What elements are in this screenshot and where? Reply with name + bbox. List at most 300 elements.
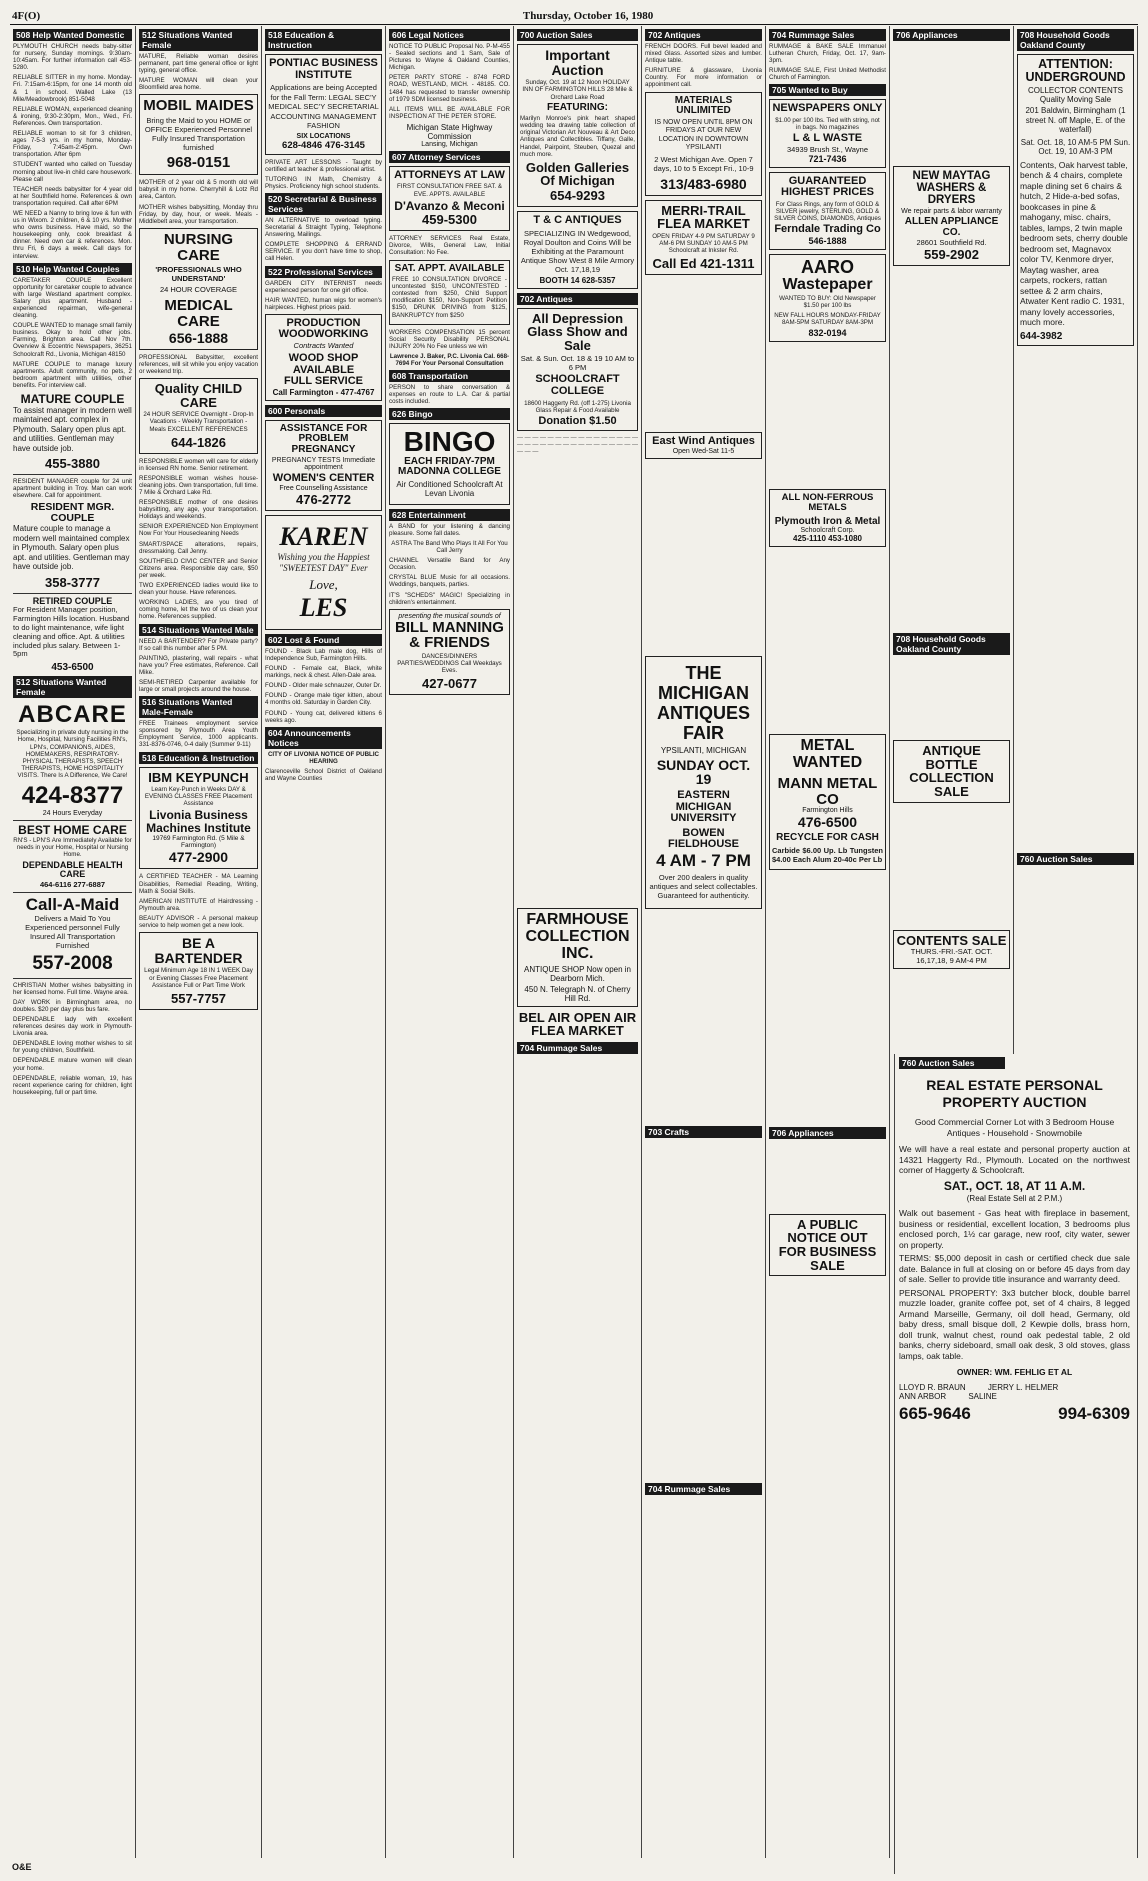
display-ad-phone: Call Ed 421-1311 bbox=[652, 256, 755, 272]
display-ad-title: IBM KEYPUNCH bbox=[148, 769, 249, 785]
section-header: 607 Attorney Services bbox=[389, 151, 510, 163]
display-ad-phone: 424-8377 bbox=[21, 782, 124, 809]
display-ad-text: Contracts Wanted bbox=[293, 341, 354, 350]
display-ad-text: SPECIALIZING IN Wedgewood, Royal Doulton and Coins Will be Exhibiting at the Paramount Antique Show West 8 Mile Armory Oct. 17,18,19 bbox=[520, 228, 635, 274]
section-header: 522 Professional Services bbox=[265, 266, 382, 278]
classified-ad: FOUND - Black Lab male dog, Hills of Independence Sub, Farmington Hills. bbox=[265, 647, 382, 662]
section-header: 708 Household Goods Oakland County bbox=[1017, 29, 1134, 51]
display-ad-text: 'PROFESSIONALS WHO UNDERSTAND' bbox=[155, 265, 242, 284]
display-ad-title: Important Auction bbox=[545, 47, 610, 78]
classified-text-block bbox=[893, 657, 1010, 737]
display-ad-title: ABCARE bbox=[18, 701, 127, 729]
display-ad-text: 24 HOUR SERVICE Overnight - Drop-In Vacations - Weekly Transportation - Meals EXCELLENT REFERENCES bbox=[143, 411, 254, 433]
display-ad-phone: 832-0194 bbox=[808, 327, 847, 338]
display-ad-text: Walk out basement - Gas heat with fireplace in basement, business or residential, excellent location, 3 bedrooms plus enclosed porch, 1½ car garage, new roof, city water, sewer on property. bbox=[899, 1208, 1130, 1250]
real-estate-auction-ad bbox=[894, 1054, 1134, 1874]
display-ad-text: Schoolcraft Corp. bbox=[800, 527, 855, 535]
display-ad-box bbox=[139, 932, 258, 1010]
classified-text-block bbox=[645, 463, 762, 653]
classified-ad: CRYSTAL BLUE Music for all occasions. Weddings, banquets, parties. bbox=[389, 574, 510, 589]
display-ad-title: Golden Galleries Of Michigan bbox=[525, 159, 630, 189]
display-ad-text: For Resident Manager position, Farmington Hills location. Husband to do light maintenance, wife light cleaning and office. Apt. & utilities included plus salary. Between 1-5pm bbox=[13, 605, 130, 659]
display-ad-phone: 476-6500 bbox=[797, 814, 858, 831]
display-ad-phone: 665-9646 bbox=[899, 1404, 971, 1424]
display-ad-title: All Depression Glass Show and Sale bbox=[527, 310, 628, 353]
section-header: 516 Situations Wanted Male-Female bbox=[139, 696, 258, 718]
display-ad-address: 450 N. Telegraph N. of Cherry Hill Rd. bbox=[524, 984, 631, 1003]
display-ad-address: 2 West Michigan Ave. Open 7 days, 10 to 5 Except Fri., 10-9 bbox=[653, 154, 754, 173]
display-ad-box bbox=[139, 228, 258, 350]
display-ad-title: KAREN bbox=[279, 521, 368, 551]
classified-ad: FOUND - Female cat, Black, white markings, neck & chest. Allen-Dale area. bbox=[265, 665, 382, 680]
section-header: 705 Wanted to Buy bbox=[769, 84, 886, 96]
classified-ad: DEPENDABLE mature women will clean your home. bbox=[13, 1057, 132, 1072]
display-ad-text: We repair parts & labor warranty bbox=[901, 208, 1002, 216]
display-ad-title: A PUBLIC NOTICE OUT FOR BUSINESS SALE bbox=[778, 1216, 877, 1273]
display-ad-note: 24 Hours Everyday bbox=[42, 810, 103, 817]
display-ad-phone: BOOTH 14 628-5357 bbox=[539, 275, 616, 285]
classified-ad: PRIVATE ART LESSONS - Taught by certified art teacher & professional artist. bbox=[265, 158, 382, 173]
column-1 bbox=[10, 26, 136, 1858]
display-ad-text: Free Counselling Assistance bbox=[279, 484, 368, 492]
display-ad-box bbox=[389, 423, 510, 504]
classified-ad: STUDENT wanted who called on Tuesday morning about live-in child care housework. Please call bbox=[13, 161, 132, 183]
classified-ad: DEPENDABLE, reliable woman, 19, has recent experience caring for children, light housekeeping, full or part time. bbox=[13, 1074, 132, 1096]
display-ad-text: Good Commercial Corner Lot with 3 Bedroom House Antiques - Household - Snowmobile bbox=[914, 1117, 1115, 1138]
section-header: 704 Rummage Sales bbox=[645, 1483, 762, 1495]
classified-ad: IT'S "SCHEDS" MAGIC! Specializing in children's entertainment. bbox=[389, 591, 510, 606]
notice-location: Lansing, Michigan bbox=[421, 140, 478, 148]
display-ad-title: L & L WASTE bbox=[792, 132, 863, 145]
display-ad-text: Contents, Oak harvest table, bench & 4 chairs, complete maple dining set 6 chairs & hutch, 2 Hide-a-bed sofas, bookcases in pine & mahogany, misc. chairs, tables, lamps, 2 twin maple bedroom sets, cherry double bedroom set, Magnavox color TV, Kenmore dryer, Maytag washer, area carpets, rockers, rattan settee & 2 arm chairs, Atwater Kent radio C. 1931, many lovely accessories, much more. bbox=[1020, 159, 1128, 328]
display-ad-text: Marilyn Monroe's pink heart shaped wedding tea drawing table collection of original Victorian Art Nouveau & Art Deco Antiques and Collectibles. Tiffany, Galle, Handel, Pairpoint, Steuben, Quezal and much more. bbox=[520, 115, 635, 158]
classified-ad: SOUTHFIELD CIVIC CENTER and Senior Citizens area. Responsible day care, $50 per week. bbox=[139, 557, 258, 579]
classified-ad: Clarenceville School District of Oakland and Wayne Counties bbox=[265, 767, 382, 782]
display-ad-box bbox=[517, 44, 638, 207]
display-ad-title: REAL ESTATE PERSONAL PROPERTY AUCTION bbox=[926, 1077, 1103, 1110]
classified-ad: TWO EXPERIENCED ladies would like to clean your house. Have references. bbox=[139, 582, 258, 597]
display-ad-title: FULL SERVICE bbox=[283, 375, 364, 388]
display-ad-box bbox=[265, 515, 382, 630]
display-ad-title: ASSISTANCE FOR PROBLEM PREGNANCY bbox=[279, 422, 368, 455]
classified-ad: AN ALTERNATIVE to overload typing. Secretarial & Straight Typing, Telephone Answering, Mailings. bbox=[265, 216, 382, 239]
display-ad-title: DEPENDABLE HEALTH CARE bbox=[22, 859, 123, 880]
classified-ad: CHANNEL Versatile Band for Any Occasion. bbox=[389, 557, 510, 572]
display-ad-title: PRODUCTION WOODWORKING bbox=[278, 316, 369, 341]
display-ad-box bbox=[265, 420, 382, 511]
display-ad-box bbox=[389, 166, 510, 231]
display-ad-box bbox=[769, 1214, 886, 1277]
classified-ad: A BAND for your listening & dancing pleasure. Some fall dates. bbox=[389, 522, 510, 537]
display-ad-box bbox=[139, 378, 258, 454]
classified-ad: PETER PARTY STORE - 8748 FORD ROAD, WESTLAND, MICH. - 48185. CO. 1484 has requested to transfer ownership of 1979 SDM licensed business. bbox=[389, 74, 510, 103]
display-ad-auctioneer-location: ANN ARBOR SALINE bbox=[899, 1392, 997, 1402]
section-header: 760 Auction Sales bbox=[899, 1057, 1005, 1069]
display-ad-date: THURS.-FRI.-SAT. OCT. 16,17,18, 9 AM-4 PM bbox=[910, 947, 993, 966]
classified-text-block bbox=[645, 1140, 762, 1480]
display-ad-title: FARMHOUSE COLLECTION INC. bbox=[525, 911, 630, 962]
display-ad-address: 201 Baldwin, Birmingham (1 street N. off Maple, E. of the waterfall) bbox=[1025, 106, 1126, 135]
classified-ad: FOUND - Older male schnauzer, Outer Dr. bbox=[265, 682, 382, 690]
classified-ad: RUMMAGE SALE, First United Methodist Church of Farmington. bbox=[769, 67, 886, 82]
display-ad-title: PONTIAC BUSINESS INSTITUTE bbox=[269, 57, 378, 81]
display-ad-phone: 427-0677 bbox=[422, 676, 477, 692]
classified-ad: Lawrence J. Baker, P.C. Livonia Cal. 668-7694 For Your Personal Consultation bbox=[389, 352, 510, 367]
display-ad-text: Over 200 dealers in quality antiques and select collectables. Guaranteed for authenticity. bbox=[649, 872, 758, 900]
classified-ad: ALL ITEMS WILL BE AVAILABLE FOR INSPECTION AT THE PETER STORE. bbox=[389, 105, 510, 120]
classified-ad: RELIABLE woman to sit for 3 children, ages 7-5-3 yrs. in my home, Monday-Friday, 7:45am-2:45pm. Own transportation. After 6pm bbox=[13, 130, 132, 159]
section-header: 520 Secretarial & Business Services bbox=[265, 193, 382, 215]
section-header: 606 Legal Notices bbox=[389, 29, 510, 41]
display-ad-title: MANN METAL CO bbox=[777, 774, 878, 808]
classified-ad: MOTHER of 2 year old & 5 month old will babysit in my home. Cherryhill & Lotz Rd area, Canton. bbox=[139, 179, 258, 201]
classified-ad: PROFESSIONAL Babysitter, excellent references, will sit while you enjoy vacation or weekend trip. bbox=[139, 353, 258, 375]
column-7 bbox=[766, 26, 890, 1858]
display-ad-box bbox=[645, 92, 762, 196]
display-ad-title: BILL MANNING & FRIENDS bbox=[395, 618, 504, 652]
display-ad-phone: 459-5300 bbox=[422, 212, 477, 228]
classified-ad: PAINTING, plastering, wall repairs - what have you? Free estimates, Reference. Call Mike. bbox=[139, 654, 258, 676]
section-header: 702 Antiques bbox=[517, 293, 638, 305]
display-ad-text: Farmington Hills bbox=[802, 807, 853, 815]
page-number: 4F(O) bbox=[12, 10, 41, 22]
display-ad-text: Legal Minimum Age 18 IN 1 WEEK Day or Evening Classes Free Placement Assistance Full or Part Time Work bbox=[144, 967, 253, 989]
classified-ad: RESPONSIBLE woman wishes house-cleaning jobs. Own transportation, full time. 7 Mile & Orchard Lake Rd. bbox=[139, 474, 258, 496]
section-header: 760 Auction Sales bbox=[1017, 853, 1134, 865]
classified-text-block bbox=[769, 551, 886, 731]
display-ad-title: SAT. APPT. AVAILABLE bbox=[394, 262, 505, 274]
section-header: 508 Help Wanted Domestic bbox=[13, 29, 132, 41]
classified-text-block: — — — — — — — — — — — — — — — — — — — — — — — — — — — — — — — — — — — bbox=[517, 435, 639, 456]
column-4 bbox=[386, 26, 514, 1858]
classified-ad: FREE Trainees employment service sponsored by Plymouth Area Youth Employment Service, 1000 applicants. 331-8376-0746, 0-4 daily (Summer 9-11) bbox=[139, 720, 258, 749]
display-ad-title: WOOD SHOP AVAILABLE bbox=[288, 352, 359, 376]
display-ad-title: Ferndale Trading Co bbox=[774, 223, 881, 236]
display-ad-title: BEST HOME CARE bbox=[18, 823, 127, 837]
display-ad-box bbox=[265, 314, 382, 401]
classified-ad: HAIR WANTED, human wigs for women's hairpieces. Highest prices paid. bbox=[265, 296, 382, 311]
display-ad-text: RN'S - LPN'S Are Immediately Available for needs in your Home, Hospital or Nursing Home. bbox=[13, 836, 132, 858]
classified-ad: RESPONSIBLE women will care for elderly in licensed RN home. Senior retirement. bbox=[139, 457, 258, 472]
display-ad-title: NEW MAYTAG WASHERS & DRYERS bbox=[912, 170, 991, 207]
display-ad-title: Quality CHILD CARE bbox=[154, 381, 243, 410]
section-header: 512 Situations Wanted Female bbox=[13, 676, 132, 698]
classified-ad: FRENCH DOORS. Full bevel leaded and mixed Glass. Assorted sizes and lumber. Antique table. bbox=[645, 43, 762, 65]
classified-ad: GARDEN CITY INTERNIST needs experienced person for one girl office. bbox=[265, 279, 382, 294]
classified-text-block bbox=[769, 346, 886, 486]
display-ad-phone: 358-3777 bbox=[45, 574, 100, 590]
section-header: 626 Bingo bbox=[389, 408, 510, 420]
display-ad-text: Delivers a Maid To You Experienced personnel Fully Insured All Transportation Furnished bbox=[25, 913, 120, 950]
display-ad-title: ALL NON-FERROUS METALS bbox=[781, 491, 874, 513]
display-ad-box bbox=[517, 211, 638, 289]
section-header: 600 Personals bbox=[265, 405, 382, 417]
display-ad-text: ANTIQUE SHOP Now open in Dearborn Mich. bbox=[523, 964, 631, 983]
classified-text-block bbox=[769, 1141, 886, 1211]
classified-ad: FOUND - Young cat, delivered kittens 6 weeks ago. bbox=[265, 709, 382, 724]
classified-ad: A CERTIFIED TEACHER - MA Learning Disabilities, Remedial Reading, Writing, Math & Social Skills. bbox=[139, 873, 258, 895]
classified-ad: AMERICAN INSTITUTE of Hairdressing - Plymouth area. bbox=[139, 897, 258, 912]
display-ad-box bbox=[389, 260, 510, 325]
display-ad-title: AARO bbox=[801, 256, 854, 277]
classified-ad: ASTRA The Band Who Plays It All For You Call Jerry bbox=[391, 539, 508, 555]
display-ad-address: 28601 Southfield Rd. bbox=[916, 238, 987, 248]
display-ad-text: Specializing in private duty nursing in the Home, Hospital, Nursing Facilities RN's, LPN's, COMPANIONS, AIDES, HOMEMAKERS, RESPIRATORY-PHYSICAL THERAPISTS, SPEECH THERAPISTS, HOME HOSPITALITY VISITS. There Is A Difference, We Care! bbox=[16, 729, 129, 779]
display-ad-text: presenting the musical sounds of bbox=[398, 612, 501, 620]
classified-ad: DEPENDABLE loving mother wishes to sit for young children, Southfield. bbox=[13, 1040, 132, 1055]
classified-ad: FOUND - Orange male tiger kitten, about 4 months old. Saturday in Garden City. bbox=[265, 692, 382, 707]
section-header: 704 Rummage Sales bbox=[769, 29, 886, 41]
display-ad-text: NEW FALL HOURS MONDAY-FRIDAY 8AM-5PM SATURDAY 8AM-3PM bbox=[774, 311, 881, 326]
masthead bbox=[10, 6, 1138, 25]
column-6 bbox=[642, 26, 766, 1858]
display-ad-box bbox=[893, 166, 1010, 266]
classified-ad: CARETAKER COUPLE Excellent opportunity for caretaker couple to advance with large Westland apartment complex. Salary plus apartment. Husband - experienced repairman, wife-general cleaning. bbox=[13, 276, 133, 320]
column-2 bbox=[136, 26, 262, 1858]
classified-ad: RESPONSIBLE mother of one desires babysitting, any age, your transportation. Holidays and weekends. bbox=[139, 499, 258, 521]
section-header: 704 Rummage Sales bbox=[517, 1042, 638, 1054]
classified-ad: MATURE COUPLE to manage luxury apartments. Adult community, no pets, 2 bedroom apartment with utilities, other benefits. For interview call. bbox=[13, 360, 132, 389]
display-ad-box bbox=[645, 200, 762, 276]
classified-ad: SEMI-RETIRED Carpenter available for large or small projects around the house. bbox=[139, 678, 258, 694]
section-header: 700 Auction Sales bbox=[517, 29, 638, 41]
classified-ad: RESIDENT MANAGER couple for 24 unit apartment building in Troy. Man can work elsewhere. Call for appointment. bbox=[13, 478, 132, 500]
display-ad-text: YPSILANTI, MICHIGAN bbox=[660, 745, 747, 755]
display-ad-text: COLLECTOR CONTENTS Quality Moving Sale bbox=[1028, 86, 1123, 105]
classified-text-block bbox=[645, 913, 762, 1123]
classified-ad: SENIOR EXPERIENCED Non Employment Now For Your Housecleaning Needs bbox=[139, 523, 258, 538]
display-ad-title: WOMEN'S CENTER bbox=[272, 472, 375, 485]
display-ad-title: RETIRED COUPLE bbox=[32, 595, 113, 606]
classified-ad: RUMMAGE & BAKE SALE Immanuel Lutheran Church, Friday, Oct. 17, 9am-3pm. bbox=[769, 43, 886, 65]
display-ad-text: EACH FRIDAY-7PM MADONNA COLLEGE bbox=[398, 455, 501, 478]
display-ad-box bbox=[769, 172, 886, 250]
display-ad-owner: OWNER: WM. FEHLIG ET AL bbox=[956, 1367, 1073, 1378]
display-ad-note: 24 HOUR COVERAGE bbox=[159, 285, 238, 295]
display-ad-text: Learn Key-Punch in Weeks DAY & EVENING CLASSES FREE Placement Assistance bbox=[144, 786, 253, 808]
display-ad-text: PERSONAL PROPERTY: 3x3 butcher block, double barrel muzzle loader, granite coffee pot, set of 4 chairs, 8 legged Armand Marseille, Germany, oil doll head, Germany, old baby dress, small bisque doll, 2 Kewpie dolls, brass horn, doll trunk, walnut chest, round oak pedestal table, 2 old banks, cherry sideboard, small oak desk, 3 old stoves, glass lamps, oak table. bbox=[899, 1287, 1130, 1361]
display-ad-time: 4 AM - 7 PM bbox=[656, 850, 751, 870]
display-ad-title: Call-A-Maid bbox=[25, 894, 120, 914]
display-ad-text: PREGNANCY TESTS Immediate appointment bbox=[271, 457, 376, 472]
display-ad-text: 18600 Haggerty Rd. (off 1-275) Livonia Glass Repair & Food Available bbox=[524, 399, 631, 414]
display-ad-phone: 313/483-6980 bbox=[660, 175, 747, 192]
display-ad-title: NEWSPAPERS ONLY bbox=[772, 102, 883, 115]
display-ad-box bbox=[645, 656, 762, 909]
display-ad-phone: 455-3880 bbox=[45, 456, 100, 472]
section-header: 518 Education & Instruction bbox=[139, 752, 258, 764]
classified-ad: FURNITURE & glassware, Livonia Country. For more information or appointment call. bbox=[645, 67, 762, 89]
display-ad-phone: 557-7757 bbox=[171, 990, 226, 1006]
classified-text-block bbox=[1017, 350, 1134, 850]
classified-text-block bbox=[769, 874, 886, 1124]
display-ad-title: D'Avanzo & Meconi bbox=[394, 198, 505, 213]
display-ad-phone: 557-2008 bbox=[32, 952, 113, 974]
display-ad-text: Love, bbox=[309, 576, 338, 592]
display-ad-box bbox=[139, 767, 258, 870]
display-ad-title: NURSING CARE bbox=[163, 230, 234, 264]
display-ad-text: Wishing you the Happiest "SWEETEST DAY" Ever bbox=[277, 551, 370, 573]
display-ad-box bbox=[769, 99, 886, 167]
display-ad-phone: 559-2902 bbox=[924, 247, 979, 263]
display-ad-title: MATURE COUPLE bbox=[20, 392, 125, 407]
notice-signature: Michigan State Highway Commission bbox=[406, 122, 493, 141]
classified-ad: NEED A BARTENDER? For Private party? If so call this number after 5 PM. bbox=[139, 637, 258, 652]
classified-ad: WORKING LADIES, are you tired of coming home, let the two of us clean your home. References supplied. bbox=[139, 599, 258, 621]
display-ad-date: SAT., OCT. 18, AT 11 A.M. bbox=[943, 1178, 1086, 1193]
display-ad-time: (Real Estate Sell at 2 P.M.) bbox=[966, 1194, 1063, 1204]
display-ad-text: DANCES/DINNERS PARTIES/WEDDINGS Call Weekdays Eves. bbox=[397, 653, 502, 675]
display-ad-title: Wastepaper bbox=[782, 275, 873, 293]
classified-ad: TEACHER needs babysitter for 4 year old at her Southfield home. References & own transportation required. Call after 6PM bbox=[13, 185, 132, 207]
display-ad-phone: 644-1826 bbox=[171, 434, 226, 450]
display-ad-address: 34939 Brush St., Wayne bbox=[786, 144, 869, 154]
display-ad-text: To assist manager in modern well maintained apt. complex in Plymouth. Salary open plus apt. and utilities. Gentleman may have outside job. bbox=[13, 405, 132, 453]
display-ad-box bbox=[645, 432, 762, 459]
section-header: 628 Entertainment bbox=[389, 509, 510, 521]
column-3 bbox=[262, 26, 386, 1858]
display-ad-title: CONTENTS SALE bbox=[896, 932, 1007, 948]
classified-ad: TUTORING IN Math, Chemistry & Physics. Proficiency high school students. bbox=[265, 175, 382, 190]
display-ad-text: TERMS: $5,000 deposit in cash or certified check due sale date. Balance in full at closing on or before 45 days from day of sale. Seller to provide title insurance and warranty deed. bbox=[899, 1253, 1130, 1285]
display-ad-text: WANTED TO BUY: Old Newspaper $1.50 per 100 lbs bbox=[779, 295, 876, 310]
section-header: 703 Crafts bbox=[645, 1126, 762, 1138]
display-ad-text: FREE 10 CONSULTATION DIVORCE - uncontested $150, UNCONTESTED - contested from $250, Child Support modification $150, Non-Support Petition $150, DRUNK DRIVING from $125, BANKRUPTCY from $250 bbox=[392, 276, 507, 319]
display-ad-text: Open Wed-Sat 11-5 bbox=[672, 447, 735, 455]
classified-ad: RELIABLE SITTER in my home. Monday-Fri. 7:15am-6:15pm, for one 14 month old & 1 in school. Walled Lake (13 Mile/Meadowbrook) 851-5048 bbox=[13, 74, 132, 103]
display-ad-title: MERRI-TRAIL FLEA MARKET bbox=[657, 202, 750, 232]
page-footer: O&E bbox=[12, 1862, 32, 1872]
column-5 bbox=[514, 26, 642, 1858]
display-ad-title: ALLEN APPLIANCE CO. bbox=[904, 216, 999, 238]
classified-text-block bbox=[893, 43, 1010, 163]
display-ad-title: RECYCLE FOR CASH bbox=[776, 832, 879, 844]
display-ad-box bbox=[517, 908, 638, 1006]
display-ad-title: ANTIQUE BOTTLE COLLECTION SALE bbox=[909, 743, 994, 800]
display-ad-text: $1.00 per 100 lbs. Tied with string, not in bags. No magazines bbox=[775, 117, 880, 132]
display-ad-box bbox=[769, 489, 886, 547]
display-ad-phone: 628-4846 476-3145 bbox=[282, 139, 365, 151]
section-header: 512 Situations Wanted Female bbox=[139, 29, 258, 51]
classified-ad: MATURE WOMAN will clean your Bloomfield area home. bbox=[139, 77, 258, 92]
display-ad-date: SUNDAY OCT. 19 bbox=[656, 756, 751, 788]
section-header: 706 Appliances bbox=[769, 1127, 886, 1139]
display-ad-title: GUARANTEED HIGHEST PRICES bbox=[781, 174, 874, 199]
display-ad-note: SIX LOCATIONS bbox=[296, 132, 351, 140]
classified-ad: CITY OF LIVONIA NOTICE OF PUBLIC HEARING bbox=[267, 750, 380, 765]
display-ad-title: RESIDENT MGR. COUPLE bbox=[30, 501, 115, 525]
classified-ad: COMPLETE SHOPPING & ERRAND SERVICE. If you don't have time to shop, call Helen. bbox=[265, 241, 382, 263]
section-header: 702 Antiques bbox=[645, 29, 762, 41]
display-ad-title: Plymouth Iron & Metal bbox=[774, 515, 881, 527]
display-ad-phone: 546-1888 bbox=[808, 235, 847, 246]
display-ad-text: Applications are being Accepted for the Fall Term: LEGAL SEC'Y MEDICAL SEC'Y SECRETARIAL ACCOUNTING MANAGEMENT FASHION bbox=[268, 83, 379, 131]
display-ad-phone: 968-0151 bbox=[166, 154, 231, 172]
display-ad-phone: Call Farmington - 477-4767 bbox=[272, 387, 375, 397]
classified-ad: DEPENDABLE lady with excellent references desires day work in Plymouth-Livonia area. bbox=[13, 1015, 132, 1038]
display-ad-text: OPEN FRIDAY 4-9 PM SATURDAY 9 AM-6 PM SUNDAY 10 AM-5 PM Schoolcraft at Inkster Rd. bbox=[652, 232, 755, 255]
classified-ad: COUPLE WANTED to manage small family business. Okay to hold other jobs. Farming, Brighton area. Call Nov 7th. Overview & Eccentric Newspapers, 36251 Schoolcraft Rd., Livonia, Michigan 48150 bbox=[13, 322, 132, 358]
section-header: 608 Transportation bbox=[389, 370, 510, 382]
display-ad-title: SCHOOLCRAFT COLLEGE bbox=[535, 373, 620, 398]
display-ad-title: East Wind Antiques bbox=[652, 435, 755, 448]
display-ad-title: MATERIALS UNLIMITED bbox=[674, 94, 733, 117]
display-ad-text: FIRST CONSULTATION FREE SAT. & EVE. APPTS. AVAILABLE bbox=[397, 183, 502, 198]
display-ad-title: BE A BARTENDER bbox=[154, 935, 243, 966]
display-ad-title: BINGO bbox=[403, 426, 496, 458]
display-ad-phone: 721-7436 bbox=[808, 153, 847, 164]
display-ad-title: METAL WANTED bbox=[792, 737, 863, 771]
section-header: 602 Lost & Found bbox=[265, 634, 382, 646]
display-ad-phone: 477-2900 bbox=[168, 849, 229, 866]
display-ad-text: Sat. & Sun. Oct. 18 & 19 10 AM to 6 PM bbox=[520, 354, 635, 373]
display-ad-box bbox=[893, 930, 1010, 970]
display-ad-text: For Class Rings, any form of GOLD & SILVER jewelry, STERLING, GOLD & SILVER COINS, DIAMONDS, Antiques bbox=[774, 200, 881, 223]
section-header: 708 Household Goods Oakland County bbox=[893, 633, 1010, 655]
classified-ad: DAY WORK in Birmingham area, no doubles. $20 per day plus bus fare. bbox=[13, 998, 132, 1013]
newspaper-page bbox=[10, 6, 1138, 1872]
display-ad-title: Livonia Business Machines Institute bbox=[146, 808, 251, 836]
classified-ad: MATURE, Reliable woman desires permanent, part time general office or light typing, general office. bbox=[139, 53, 258, 75]
classified-ad: MOTHER wishes babysitting, Monday thru Friday, by day, hour, or week. Meals - Middlebelt area, your transportation. bbox=[139, 203, 258, 225]
classified-ad: CHRISTIAN Mother wishes babysitting in her licensed home. Full time. Wayne area. bbox=[13, 981, 132, 996]
display-ad-text: Sunday, Oct. 19 at 12 Noon HOLIDAY INN OF FARMINGTON HILLS 28 Mile & Orchard Lake Road bbox=[522, 79, 633, 101]
display-ad-box bbox=[1017, 54, 1134, 346]
display-ad-box bbox=[265, 54, 382, 155]
display-ad-title: LES bbox=[299, 592, 348, 622]
section-header: 518 Education & Instruction bbox=[265, 29, 382, 51]
display-ad-text: We will have a real estate and personal property auction at 14321 Haggerty Rd., Plymouth. Located on the northwest corner of Haggerty & Schoolcraft. bbox=[899, 1144, 1130, 1175]
section-header: 706 Appliances bbox=[893, 29, 1010, 41]
classified-ad: ATTORNEY SERVICES Real Estate, Divorce, Wills, General Law, Initial Consultation: No Fee. bbox=[389, 235, 510, 257]
classified-ad: SMART/SPACE alterations, repairs, dressmaking. Call Jenny. bbox=[139, 540, 258, 555]
classified-text-block bbox=[645, 279, 762, 429]
section-header: 514 Situations Wanted Male bbox=[139, 624, 258, 636]
classified-ad: NOTICE TO PUBLIC Proposal No. P-M-455 - Sealed sections and 1 Sam, Sale of Pictures to Wayne & Oakland Counties, Michigan. bbox=[389, 43, 510, 72]
display-ad-title: ATTENTION: UNDERGROUND bbox=[1025, 57, 1126, 85]
classified-text-block bbox=[893, 807, 1010, 927]
classified-ad: PERSON to share conversation & expenses en route to L.A. Car & partial costs included. bbox=[389, 384, 510, 406]
display-ad-text: Bring the Maid to you HOME or OFFICE Experienced Personnel Fully Insured Transportation furnished bbox=[144, 116, 253, 153]
classified-ad: WORKERS COMPENSATION 15 percent Social Security Disability PERSONAL INJURY 20% No Fee unless we win bbox=[389, 328, 510, 350]
issue-date: Thursday, October 16, 1980 bbox=[522, 10, 654, 22]
section-header: 510 Help Wanted Couples bbox=[13, 263, 132, 275]
classified-ad: BEAUTY ADVISOR - A personal makeup service to help women get a new look. bbox=[139, 914, 258, 930]
classified-ad: PLYMOUTH CHURCH needs baby-sitter for nursery, Sunday mornings. 9:30am-10:45am. For further information call 453-5280. bbox=[13, 43, 132, 72]
display-ad-title: THE MICHIGAN ANTIQUES FAIR bbox=[656, 662, 750, 743]
classified-ad: RELIABLE WOMAN, experienced cleaning & ironing, 9:30-2:30pm, Mon., Wed., Fri. References. Own transportation. bbox=[13, 105, 132, 127]
display-ad-title: ATTORNEYS AT LAW bbox=[394, 168, 505, 181]
display-ad-box bbox=[893, 740, 1010, 803]
display-ad-title: FEATURING: bbox=[547, 101, 608, 113]
display-ad-text: Carbide $6.00 Up. Lb Tungsten $4.00 Each Alum 20-40c Per Lb bbox=[772, 845, 883, 864]
display-ad-phone: 644-3982 bbox=[1020, 330, 1063, 342]
display-ad-text: Donation $1.50 bbox=[538, 414, 617, 427]
display-ad-address: 19769 Farmington Rd. (5 Mile & Farmington) bbox=[152, 834, 245, 850]
display-ad-box bbox=[139, 94, 258, 175]
display-ad-box bbox=[389, 609, 510, 696]
classified-text-block bbox=[893, 270, 1010, 630]
display-ad-box bbox=[769, 254, 886, 342]
display-ad-text: Mature couple to manage a modern well maintained complex in Plymouth. Salary open plus apt. and utilities. Gentleman may have outside job. bbox=[13, 524, 130, 572]
display-ad-phone: 453-6500 bbox=[51, 662, 94, 674]
classified-ad: WE NEED a Nanny to bring love & fun with us in Wixom. 2 children, 6 & 10 yrs. Mother who owns business. Have maid, so the housekeeping only, cook breakfast & dinner. Need own car & references. Mon. thru Fri, 6 days a week. Call days for interview. bbox=[13, 209, 132, 260]
display-ad-date: Sat. Oct. 18, 10 AM-5 PM Sun. Oct. 19, 10 AM-3 PM bbox=[1020, 137, 1131, 157]
display-ad-title: MOBIL MAIDES bbox=[143, 97, 254, 115]
display-ad-box bbox=[517, 308, 638, 432]
display-ad-title: BEL AIR OPEN AIR FLEA MARKET bbox=[518, 1009, 637, 1039]
display-ad-box bbox=[769, 734, 886, 870]
